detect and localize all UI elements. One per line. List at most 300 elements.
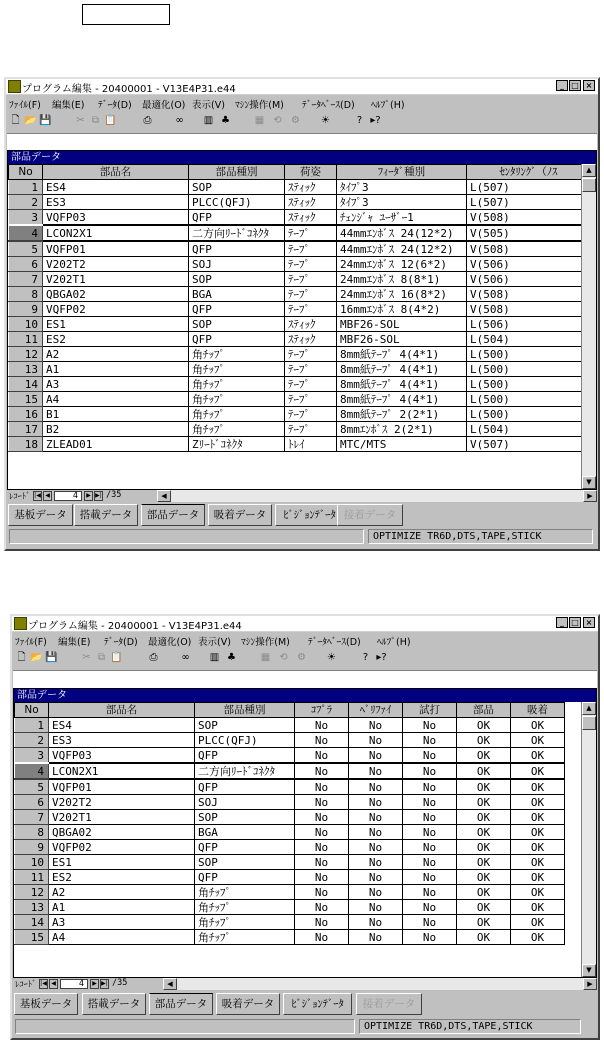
table-cell[interactable]: V(505) (467, 225, 591, 241)
table-cell[interactable]: ｽﾃｨｯｸ (285, 195, 337, 210)
table-cell[interactable]: QFP (195, 748, 295, 764)
table-cell[interactable]: QFP (195, 779, 295, 795)
nav-first-icon[interactable]: |◀ (34, 492, 41, 499)
table-cell[interactable]: OK (511, 748, 565, 764)
close-button[interactable]: × (583, 80, 595, 91)
table-row[interactable] (15, 795, 565, 810)
binoculars-icon[interactable]: ∞ (181, 652, 190, 663)
table-cell[interactable]: 角ﾁｯﾌﾟ (189, 362, 285, 377)
table-cell[interactable]: No (349, 870, 403, 885)
table-cell[interactable]: 角ﾁｯﾌﾟ (189, 392, 285, 407)
table-row[interactable] (15, 930, 565, 945)
table-cell[interactable]: No (403, 930, 457, 945)
table-cell[interactable]: OK (457, 855, 511, 870)
table-cell[interactable]: OK (457, 825, 511, 840)
column-header[interactable]: 部品名 (43, 165, 189, 180)
table-cell[interactable]: ﾃｰﾌﾟ (285, 257, 337, 272)
table-row[interactable] (15, 915, 565, 930)
table-cell[interactable]: ﾃｰﾌﾟ (285, 422, 337, 437)
save-icon[interactable]: 💾 (39, 115, 52, 126)
row-number[interactable]: 12 (9, 347, 43, 362)
tab-4[interactable]: ﾋﾞｼﾞｮﾝﾃﾞｰﾀ (283, 993, 352, 1015)
table-cell[interactable]: 二方向ﾘｰﾄﾞｺﾈｸﾀ (189, 225, 285, 241)
menu-item[interactable]: ﾃﾞｰﾀﾍﾞｰｽ(D) (302, 100, 355, 111)
row-number[interactable]: 7 (15, 810, 49, 825)
scroll-thumb[interactable] (582, 716, 596, 730)
lightbulb-icon[interactable]: ☀ (321, 115, 330, 126)
new-file-icon[interactable]: 🗋 (17, 652, 26, 663)
table-row[interactable] (9, 407, 591, 422)
maximize-button[interactable]: □ (569, 617, 581, 628)
table-cell[interactable]: LCON2X1 (43, 225, 189, 241)
row-number[interactable]: 10 (15, 855, 49, 870)
table-cell[interactable]: ﾃｰﾌﾟ (285, 377, 337, 392)
table-cell[interactable]: L(500) (467, 392, 591, 407)
grid-icon[interactable]: ▦ (260, 652, 271, 663)
menu-item[interactable]: ﾃﾞｰﾀ(D) (98, 100, 132, 111)
column-header[interactable]: 部品名 (49, 703, 195, 718)
table-cell[interactable]: OK (457, 748, 511, 764)
table-row[interactable] (15, 763, 565, 779)
table-cell[interactable]: V(508) (467, 302, 591, 317)
row-number[interactable]: 1 (9, 180, 43, 195)
tab-1[interactable]: 搭載データ (74, 504, 138, 526)
table-cell[interactable]: ｽﾃｨｯｸ (285, 180, 337, 195)
row-number[interactable]: 3 (9, 210, 43, 226)
table-cell[interactable]: QFP (195, 840, 295, 855)
table-cell[interactable]: PLCC(QFJ) (189, 195, 285, 210)
table-cell[interactable]: V(508) (467, 287, 591, 302)
table-cell[interactable]: 角ﾁｯﾌﾟ (195, 900, 295, 915)
table-row[interactable] (9, 437, 591, 452)
menu-item[interactable]: 表示(V) (198, 637, 231, 648)
cut-icon[interactable]: ✂ (76, 115, 85, 126)
table-cell[interactable]: No (403, 915, 457, 930)
table-cell[interactable]: No (349, 763, 403, 779)
table-cell[interactable]: No (349, 930, 403, 945)
table-row[interactable] (9, 362, 591, 377)
table-cell[interactable]: No (349, 718, 403, 733)
table-cell[interactable]: No (349, 810, 403, 825)
table-cell[interactable]: ﾃｰﾌﾟ (285, 225, 337, 241)
table-row[interactable] (9, 392, 591, 407)
row-number[interactable]: 9 (15, 840, 49, 855)
tab-2[interactable]: 部品データ (149, 993, 213, 1015)
table-cell[interactable]: No (349, 855, 403, 870)
table-cell[interactable]: No (403, 795, 457, 810)
table-cell[interactable]: OK (511, 795, 565, 810)
table-cell[interactable]: MBF26-SOL (337, 332, 467, 347)
menu-item[interactable]: 最適化(O) (142, 100, 186, 111)
title-bar[interactable] (12, 616, 598, 632)
vertical-scrollbar[interactable] (581, 702, 596, 977)
table-cell[interactable]: VQFP01 (43, 241, 189, 257)
lightbulb-icon[interactable]: ☀ (327, 652, 336, 663)
column-header[interactable]: 荷姿 (285, 165, 337, 180)
menu-item[interactable]: ﾃﾞｰﾀﾍﾞｰｽ(D) (308, 637, 361, 648)
table-cell[interactable]: 8mm紙ﾃｰﾌﾟ 4(4*1) (337, 392, 467, 407)
column-header[interactable]: No (9, 165, 43, 180)
table-cell[interactable]: 角ﾁｯﾌﾟ (189, 377, 285, 392)
table-cell[interactable]: No (295, 870, 349, 885)
row-number[interactable]: 3 (15, 748, 49, 764)
paste-icon[interactable]: 📋 (110, 652, 123, 663)
table-cell[interactable]: No (295, 930, 349, 945)
table-cell[interactable]: ﾃｰﾌﾟ (285, 407, 337, 422)
table-row[interactable] (9, 347, 591, 362)
table-cell[interactable]: 8mmｴﾝﾎﾞｽ 2(2*1) (337, 422, 467, 437)
table-cell[interactable]: L(504) (467, 422, 591, 437)
minimize-button[interactable]: _ (556, 617, 568, 628)
table-cell[interactable]: L(500) (467, 347, 591, 362)
table-cell[interactable]: ﾃｰﾌﾟ (285, 347, 337, 362)
table-cell[interactable]: ES2 (43, 332, 189, 347)
column-header[interactable]: ｺﾌﾟﾗ (295, 703, 349, 718)
table-cell[interactable]: OK (457, 718, 511, 733)
table-cell[interactable]: OK (511, 733, 565, 748)
table-cell[interactable]: OK (511, 718, 565, 733)
menu-item[interactable]: ﾏｼﾝ操作(M) (235, 100, 284, 111)
scroll-left-icon[interactable]: ◀ (157, 490, 171, 502)
context-help-icon[interactable]: ▸? (376, 652, 387, 663)
table-cell[interactable]: No (349, 915, 403, 930)
table-cell[interactable]: No (349, 825, 403, 840)
refresh-icon[interactable]: ⟲ (273, 115, 282, 126)
table-cell[interactable]: QBGA02 (43, 287, 189, 302)
table-cell[interactable]: No (403, 748, 457, 764)
refresh-icon[interactable]: ⟲ (279, 652, 288, 663)
nav-last-icon[interactable]: ▶| (101, 980, 108, 987)
table-row[interactable] (15, 810, 565, 825)
table-cell[interactable]: OK (457, 795, 511, 810)
row-number[interactable]: 14 (9, 377, 43, 392)
table-cell[interactable]: SOJ (189, 257, 285, 272)
nav-prev-icon[interactable]: ◀ (43, 491, 52, 501)
table-cell[interactable]: No (295, 733, 349, 748)
table-cell[interactable]: V(507) (467, 437, 591, 452)
table-cell[interactable]: A1 (49, 900, 195, 915)
close-button[interactable]: × (583, 617, 595, 628)
table-cell[interactable]: B2 (43, 422, 189, 437)
table-cell[interactable]: 角ﾁｯﾌﾟ (189, 347, 285, 362)
chart-icon[interactable]: ▥ (209, 652, 220, 663)
table-cell[interactable]: No (349, 748, 403, 764)
table-cell[interactable]: SOP (195, 810, 295, 825)
table-cell[interactable]: 角ﾁｯﾌﾟ (189, 407, 285, 422)
table-cell[interactable]: 24mmｴﾝﾎﾞｽ 12(6*2) (337, 257, 467, 272)
table-cell[interactable]: L(500) (467, 362, 591, 377)
menu-item[interactable]: ﾃﾞｰﾀ(D) (104, 637, 138, 648)
table-row[interactable] (15, 870, 565, 885)
table-cell[interactable]: A4 (49, 930, 195, 945)
menu-item[interactable]: ﾍﾙﾌﾟ(H) (377, 637, 411, 648)
table-cell[interactable]: No (295, 900, 349, 915)
table-cell[interactable]: No (295, 915, 349, 930)
menu-item[interactable]: ﾌｧｲﾙ(F) (9, 100, 41, 111)
table-cell[interactable]: No (403, 900, 457, 915)
table-cell[interactable]: OK (511, 825, 565, 840)
table-row[interactable] (15, 718, 565, 733)
table-cell[interactable]: No (295, 810, 349, 825)
table-cell[interactable]: No (295, 840, 349, 855)
tree-icon[interactable]: ♣ (227, 652, 236, 663)
tab-1[interactable]: 搭載データ (82, 993, 146, 1015)
tab-3[interactable]: 吸着データ (216, 993, 280, 1015)
table-row[interactable] (15, 885, 565, 900)
table-cell[interactable]: SOP (195, 855, 295, 870)
table-cell[interactable]: OK (457, 779, 511, 795)
table-cell[interactable]: No (295, 885, 349, 900)
tab-0[interactable]: 基板データ (14, 993, 78, 1015)
row-number[interactable]: 4 (15, 763, 49, 779)
help-icon[interactable]: ? (362, 652, 369, 663)
table-cell[interactable]: No (403, 810, 457, 825)
table-row[interactable] (15, 825, 565, 840)
row-number[interactable]: 8 (15, 825, 49, 840)
row-number[interactable]: 15 (9, 392, 43, 407)
table-cell[interactable]: OK (457, 885, 511, 900)
table-cell[interactable]: OK (457, 930, 511, 945)
table-cell[interactable]: PLCC(QFJ) (195, 733, 295, 748)
maximize-button[interactable]: □ (569, 80, 581, 91)
row-number[interactable]: 13 (9, 362, 43, 377)
table-cell[interactable]: QFP (189, 332, 285, 347)
table-cell[interactable]: 24mmｴﾝﾎﾞｽ 8(8*1) (337, 272, 467, 287)
table-cell[interactable]: ﾄﾚｲ (285, 437, 337, 452)
table-cell[interactable]: ｽﾃｨｯｸ (285, 210, 337, 226)
table-cell[interactable]: A2 (49, 885, 195, 900)
table-cell[interactable]: A1 (43, 362, 189, 377)
tab-0[interactable]: 基板データ (8, 504, 73, 526)
table-cell[interactable]: A4 (43, 392, 189, 407)
table-row[interactable] (9, 377, 591, 392)
table-cell[interactable]: 角ﾁｯﾌﾟ (189, 422, 285, 437)
table-cell[interactable]: 角ﾁｯﾌﾟ (195, 930, 295, 945)
table-cell[interactable]: L(504) (467, 332, 591, 347)
row-number[interactable]: 12 (15, 885, 49, 900)
table-cell[interactable]: V(506) (467, 272, 591, 287)
print-icon[interactable]: ⎙ (149, 652, 158, 663)
open-folder-icon[interactable]: 📂 (30, 652, 43, 663)
table-cell[interactable]: No (403, 855, 457, 870)
table-cell[interactable]: OK (457, 840, 511, 855)
table-cell[interactable]: Zﾘｰﾄﾞｺﾈｸﾀ (189, 437, 285, 452)
table-row[interactable] (15, 779, 565, 795)
table-cell[interactable]: 角ﾁｯﾌﾟ (195, 885, 295, 900)
row-number[interactable]: 8 (9, 287, 43, 302)
table-row[interactable] (9, 302, 591, 317)
table-cell[interactable]: 8mm紙ﾃｰﾌﾟ 4(4*1) (337, 362, 467, 377)
table-cell[interactable]: ZLEAD01 (43, 437, 189, 452)
table-cell[interactable]: V(508) (467, 210, 591, 226)
table-cell[interactable]: QFP (195, 870, 295, 885)
context-help-icon[interactable]: ▸? (370, 115, 381, 126)
table-row[interactable] (15, 748, 565, 764)
horizontal-scrollbar[interactable] (157, 490, 597, 502)
horizontal-scrollbar[interactable] (163, 978, 597, 990)
vertical-scrollbar[interactable] (581, 164, 596, 489)
table-cell[interactable]: No (403, 885, 457, 900)
tab-2[interactable]: 部品データ (141, 504, 205, 526)
table-cell[interactable]: OK (511, 763, 565, 779)
table-cell[interactable]: No (295, 748, 349, 764)
tab-3[interactable]: 吸着データ (208, 504, 272, 526)
menu-item[interactable]: 最適化(O) (148, 637, 192, 648)
row-number[interactable]: 2 (9, 195, 43, 210)
table-cell[interactable]: QFP (189, 210, 285, 226)
column-header[interactable]: ﾍﾞﾘﾌｧｲ (349, 703, 403, 718)
table-cell[interactable]: OK (457, 915, 511, 930)
table-cell[interactable]: 8mm紙ﾃｰﾌﾟ 4(4*1) (337, 377, 467, 392)
table-cell[interactable]: OK (511, 840, 565, 855)
table-cell[interactable]: ES1 (43, 317, 189, 332)
table-cell[interactable]: MTC/MTS (337, 437, 467, 452)
table-cell[interactable]: ﾁｪﾝｼﾞｬ ﾕｰｻﾞｰ1 (337, 210, 467, 226)
column-header[interactable]: No (15, 703, 49, 718)
help-icon[interactable]: ? (356, 115, 363, 126)
table-cell[interactable]: OK (511, 810, 565, 825)
gear-icon[interactable]: ⚙ (297, 652, 306, 663)
table-cell[interactable]: No (295, 718, 349, 733)
table-cell[interactable]: No (295, 825, 349, 840)
table-cell[interactable]: No (349, 795, 403, 810)
table-cell[interactable]: 24mmｴﾝﾎﾞｽ 16(8*2) (337, 287, 467, 302)
row-number[interactable]: 1 (15, 718, 49, 733)
table-cell[interactable]: OK (511, 870, 565, 885)
table-cell[interactable]: 二方向ﾘｰﾄﾞｺﾈｸﾀ (195, 763, 295, 779)
table-cell[interactable]: V202T1 (43, 272, 189, 287)
scroll-up-icon[interactable]: ▲ (582, 164, 596, 177)
table-cell[interactable]: VQFP03 (43, 210, 189, 226)
table-cell[interactable]: ES3 (43, 195, 189, 210)
copy-icon[interactable]: ⧉ (97, 652, 106, 663)
table-row[interactable] (15, 733, 565, 748)
table-cell[interactable]: V202T2 (43, 257, 189, 272)
table-cell[interactable]: QFP (189, 302, 285, 317)
menu-item[interactable]: ﾍﾙﾌﾟ(H) (371, 100, 405, 111)
table-cell[interactable]: No (403, 718, 457, 733)
column-header[interactable]: ｾﾝﾀﾘﾝｸﾞ（ﾉｽ (467, 165, 591, 180)
table-cell[interactable]: ES3 (49, 733, 195, 748)
binoculars-icon[interactable]: ∞ (175, 115, 184, 126)
table-cell[interactable]: OK (457, 763, 511, 779)
table-row[interactable] (9, 210, 591, 226)
table-cell[interactable]: V202T2 (49, 795, 195, 810)
table-row[interactable] (9, 180, 591, 195)
table-cell[interactable]: ES4 (43, 180, 189, 195)
table-row[interactable] (9, 241, 591, 257)
table-cell[interactable]: No (295, 795, 349, 810)
table-cell[interactable]: OK (511, 885, 565, 900)
table-cell[interactable]: VQFP03 (49, 748, 195, 764)
table-cell[interactable]: L(507) (467, 180, 591, 195)
table-cell[interactable]: No (295, 763, 349, 779)
table-cell[interactable]: OK (457, 733, 511, 748)
table-cell[interactable]: L(506) (467, 317, 591, 332)
table-cell[interactable]: LCON2X1 (49, 763, 195, 779)
table-row[interactable] (9, 332, 591, 347)
row-number[interactable]: 2 (15, 733, 49, 748)
table-cell[interactable]: SOP (189, 180, 285, 195)
table-cell[interactable]: 8mm紙ﾃｰﾌﾟ 4(4*1) (337, 347, 467, 362)
table-cell[interactable]: SOP (189, 317, 285, 332)
table-cell[interactable]: No (349, 900, 403, 915)
table-row[interactable] (15, 840, 565, 855)
table-row[interactable] (9, 272, 591, 287)
table-cell[interactable]: A3 (43, 377, 189, 392)
table-cell[interactable]: ES1 (49, 855, 195, 870)
table-cell[interactable]: ﾃｰﾌﾟ (285, 241, 337, 257)
table-cell[interactable]: OK (511, 779, 565, 795)
table-row[interactable] (9, 317, 591, 332)
table-cell[interactable]: ES2 (49, 870, 195, 885)
table-cell[interactable]: QFP (189, 241, 285, 257)
table-cell[interactable]: ｽﾃｨｯｸ (285, 317, 337, 332)
table-row[interactable] (9, 225, 591, 241)
table-row[interactable] (9, 422, 591, 437)
column-header[interactable]: 試打 (403, 703, 457, 718)
table-cell[interactable]: 44mmｴﾝﾎﾞｽ 24(12*2) (337, 225, 467, 241)
copy-icon[interactable]: ⧉ (91, 115, 100, 126)
table-cell[interactable]: No (403, 779, 457, 795)
table-cell[interactable]: SOP (195, 718, 295, 733)
scroll-up-icon[interactable]: ▲ (582, 702, 596, 715)
table-row[interactable] (9, 287, 591, 302)
scroll-right-icon[interactable]: ▶ (583, 978, 597, 990)
table-cell[interactable]: V(506) (467, 257, 591, 272)
record-input[interactable]: 4 (54, 491, 82, 501)
row-number[interactable]: 9 (9, 302, 43, 317)
table-cell[interactable]: OK (511, 855, 565, 870)
table-cell[interactable]: No (403, 825, 457, 840)
open-folder-icon[interactable]: 📂 (24, 115, 37, 126)
row-number[interactable]: 15 (15, 930, 49, 945)
menu-item[interactable]: ﾏｼﾝ操作(M) (241, 637, 290, 648)
print-icon[interactable]: ⎙ (143, 115, 152, 126)
table-cell[interactable]: No (349, 779, 403, 795)
table-cell[interactable]: ｽﾃｨｯｸ (285, 332, 337, 347)
table-cell[interactable]: ﾃｰﾌﾟ (285, 302, 337, 317)
nav-next-icon[interactable]: ▶ (90, 979, 99, 989)
table-cell[interactable]: L(507) (467, 195, 591, 210)
nav-first-icon[interactable]: |◀ (40, 980, 47, 987)
column-header[interactable]: ﾌｨｰﾀﾞ種別 (337, 165, 467, 180)
table-cell[interactable]: L(500) (467, 407, 591, 422)
table-cell[interactable]: No (349, 733, 403, 748)
row-number[interactable]: 11 (9, 332, 43, 347)
scroll-right-icon[interactable]: ▶ (583, 490, 597, 502)
table-cell[interactable]: 角ﾁｯﾌﾟ (195, 915, 295, 930)
table-cell[interactable]: No (295, 855, 349, 870)
table-cell[interactable]: No (403, 870, 457, 885)
tab-4[interactable]: ﾋﾞｼﾞｮﾝﾃﾞｰﾀ (275, 504, 344, 526)
row-number[interactable]: 6 (15, 795, 49, 810)
row-number[interactable]: 7 (9, 272, 43, 287)
row-number[interactable]: 16 (9, 407, 43, 422)
column-header[interactable]: 吸着 (511, 703, 565, 718)
table-cell[interactable]: SOP (189, 272, 285, 287)
row-number[interactable]: 17 (9, 422, 43, 437)
tree-icon[interactable]: ♣ (221, 115, 230, 126)
table-cell[interactable]: VQFP01 (49, 779, 195, 795)
nav-next-icon[interactable]: ▶ (84, 491, 93, 501)
table-cell[interactable]: ﾀｲﾌﾟ3 (337, 180, 467, 195)
row-number[interactable]: 5 (15, 779, 49, 795)
gear-icon[interactable]: ⚙ (291, 115, 300, 126)
table-cell[interactable]: OK (457, 810, 511, 825)
table-cell[interactable]: No (403, 840, 457, 855)
row-number[interactable]: 13 (15, 900, 49, 915)
